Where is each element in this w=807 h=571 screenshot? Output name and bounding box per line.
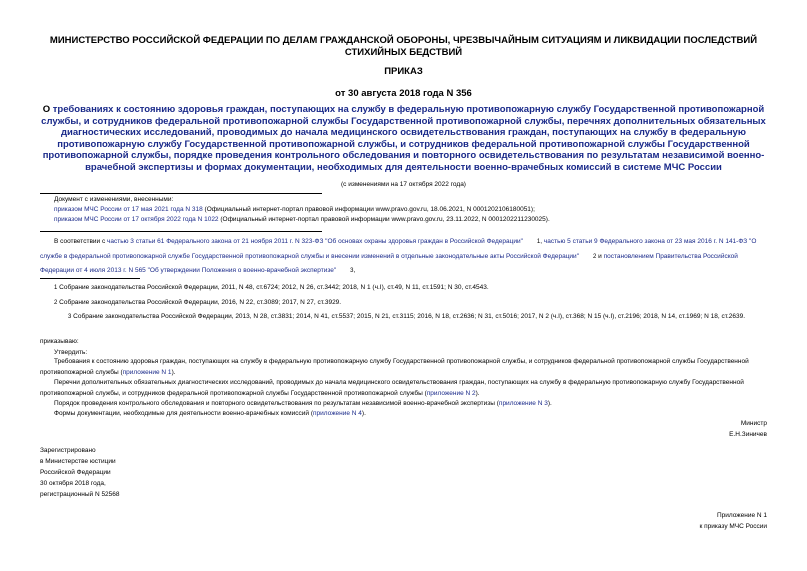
preamble-text: , (540, 238, 544, 245)
divider (40, 193, 322, 194)
appendix-to: к приказу МЧС России (699, 523, 767, 530)
order-date-number: от 30 августа 2018 года N 356 (335, 88, 472, 99)
resolution-link-565[interactable]: постановлением Правительства Российской Федерации от 4 июля 2013 г. N 565 "Об утверждении Положения о военно-врачебной экспертизе" (40, 252, 738, 274)
footnote-text: Собрание законодательства Российской Федерации, 2016, N 22, ст.3089; 2017, N 27, ст.3929. (59, 298, 342, 306)
signature-block (729, 418, 767, 440)
item-text: Порядок проведения контрольного обследования и повторного освидетельствования по результатам независимой военно-врачебной экспертизы ( (54, 400, 499, 407)
preamble-text: В соответствии с (54, 238, 108, 245)
changes-note: (с изменениями на 17 октября 2022 года) (341, 181, 466, 188)
item-text: Требования к состоянию здоровья граждан, поступающих на службу в федеральную противопожарную службу Государственной противопожарной службы, и сотрудников федеральной противопожарной службы Государственной противопожарной службы ( (40, 358, 749, 376)
change-text: (Официальный интернет-портал правовой информации www.pravo.gov.ru, 23.11.2022, N 0001202211230025). (218, 216, 550, 223)
footnotes (40, 281, 767, 325)
item-end: ). (547, 400, 552, 407)
ministry-name: МИНИСТЕРСТВО РОССИЙСКОЙ ФЕДЕРАЦИИ ПО ДЕЛАМ ГРАЖДАНСКОЙ ОБОРОНЫ, ЧРЕЗВЫЧАЙНЫМ СИТУАЦИЯМ И ЛИКВИДАЦИИ ПОСЛЕДСТВИЙ СТИХИЙНЫХ БЕДСТВИЙ (49, 35, 758, 58)
registration-line: Российской Федерации (40, 469, 111, 476)
footnote-text: Собрание законодательства Российской Федерации, 2013, N 28, ст.3831; 2014, N 41, ст.5537; 2015, N 21, ст.3115; 2016, N 18, ст.2636; N 31, ст.5016; 2017, N 2 (ч.I), ст.368; N 15 (ч.I), ст.2196; 2018, N 14, ст.1969; N 18, ст.2639. (73, 313, 746, 320)
approved-item (40, 356, 767, 378)
footnote (40, 296, 767, 311)
appendix-link-3[interactable]: приложение N 3 (498, 400, 548, 407)
footnote-text: Собрание законодательства Российской Федерации, 2011, N 48, ст.6724; 2012, N 26, ст.3442; 2018, N 1 (ч.I), ст.49, N 11, ст.1591; N 30, ст.4543. (59, 284, 489, 291)
appendix-link-1[interactable]: приложение N 1 (122, 369, 172, 376)
preamble-paragraph (40, 235, 767, 279)
title-prefix: О (42, 104, 53, 115)
appendix-label: Приложение N 1 (716, 512, 767, 519)
document-type: ПРИКАЗ (384, 66, 423, 77)
item-end: ). (361, 410, 366, 417)
preamble-text: , (353, 267, 356, 274)
change-link[interactable]: приказом МЧС России от 17 октября 2022 года N 1022 (54, 216, 219, 223)
orders-line: приказываю: (40, 338, 79, 345)
registration-line: в Министерстве юстиции (40, 458, 116, 465)
law-link-323[interactable]: частью 3 статьи 61 Федерального закона от 21 ноября 2011 г. N 323-ФЗ "Об основах охраны здоровья граждан в Российской Федерации" (107, 238, 523, 245)
signer-name: Е.Н.Зиничев (729, 431, 767, 438)
divider (40, 231, 322, 232)
appendix-link-4[interactable]: приложение N 4 (313, 410, 362, 417)
footnote-ref[interactable]: 1 (536, 239, 541, 245)
footnote-ref[interactable]: 2 (593, 253, 597, 260)
approved-item (40, 377, 767, 399)
approved-item (40, 408, 767, 419)
change-item (54, 205, 767, 215)
change-item (54, 215, 767, 225)
item-text: Формы документации, необходимые для деятельности военно-врачебных комиссий ( (54, 410, 314, 417)
item-end: ). (475, 390, 480, 397)
footnote-ref[interactable]: 3 (350, 268, 354, 274)
title-text: требованиях к состоянию здоровья граждан, поступающих на службу в федеральную противопожарную службу Государственной противопожарной службы, и сотрудников федеральной противопожарной службы Государственной противопожарной службы, перечнях дополнительных обязательных диагностических исследований, проводимых до начала медицинского освидетельствования граждан, поступающих на службу в федеральную противопожарную службу Государственной противопожарной службы, и сотрудников федеральной противопожарной службы Государственной противопожарной службы, порядке проведения контрольного обследования и повторного освидетельствования по результатам независимой военно-врачебной экспертизы и формах документации, необходимых для деятельности военно-врачебных комиссий в системе МЧС России (41, 104, 766, 173)
footnote-mark: 1 (54, 285, 58, 291)
approve-line: Утвердить: (54, 349, 88, 356)
item-end: ). (171, 369, 176, 376)
document-title (40, 104, 767, 174)
item-text: Перечни дополнительных обязательных диагностических исследований, проводимых до начала медицинского освидетельствования граждан, поступающих на службу в федеральную противопожарную службу Государственной противопожарной службы, и сотрудников федеральной противопожарной службы Государственной противопожарной службы ( (40, 379, 744, 397)
footnote (40, 310, 767, 325)
appendix-link-2[interactable]: приложение N 2 (426, 390, 476, 397)
registration-line: 30 октября 2018 года, (40, 480, 106, 487)
preamble-text: и (596, 252, 604, 260)
registration-block (40, 445, 120, 500)
appendix-header (699, 510, 767, 532)
footnote (40, 281, 767, 296)
changes-block (54, 195, 767, 225)
law-link-141[interactable]: частью 5 статьи 9 Федерального закона от 23 мая 2016 г. N 141-ФЗ "О службе в федеральной противопожарной службе Государственной противопожарной службы и внесении изменений в отдельные законодательные акты Российской Федерации" (40, 238, 757, 260)
footnote-divider (40, 278, 140, 279)
change-text: (Официальный интернет-портал правовой информации www.pravo.gov.ru, 18.06.2021, N 0001202106180051); (202, 206, 535, 213)
registration-line: регистрационный N 52568 (40, 491, 120, 498)
footnote-mark: 3 (68, 314, 72, 320)
change-link[interactable]: приказом МЧС России от 17 мая 2021 года N 318 (54, 206, 203, 213)
changes-intro: Документ с изменениями, внесенными: (54, 196, 174, 203)
signer-position: Министр (740, 420, 767, 427)
registration-line: Зарегистрировано (40, 447, 96, 454)
footnote-mark: 2 (54, 299, 58, 306)
